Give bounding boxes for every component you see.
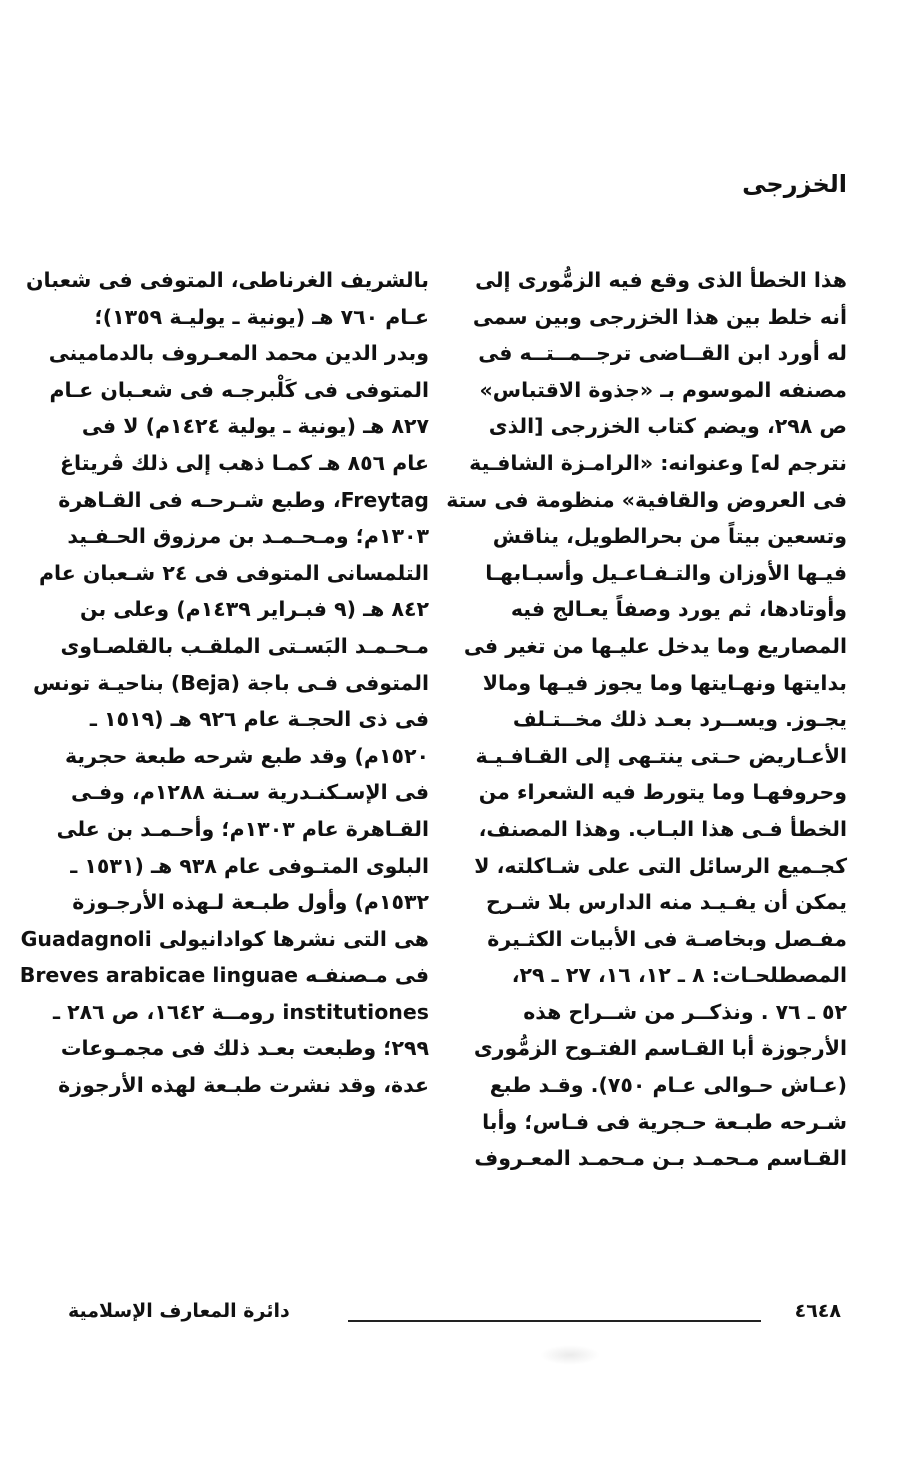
text-line: فى ذى الحجـة عام ٩٢٦ هـ (١٥١٩ ـ	[89, 707, 429, 732]
text-line: نترجم له] وعنوانه: «الرامـزة الشافـية	[469, 450, 847, 475]
text-line: يجـوز. ويســرد بعـد ذلك مخــتـلف	[512, 707, 847, 732]
text-line: بالشريف الغرناطى، المتوفى فى شعبان	[26, 268, 429, 292]
text-line: فى العروض والقافية» منظومة فى ستة	[446, 487, 847, 512]
text-line: القـاسم مـحمـد بـن مـحمـد المعـروف	[474, 1146, 847, 1171]
text-line: ٢٩٩؛ وطبعت بعـد ذلك فى مجمـوعات	[60, 1036, 429, 1061]
text-line: فيـها الأوزان والتـفـاعـيل وأسبـابهـا	[485, 560, 847, 585]
text-line: عام ٨٥٦ هـ كمـا ذهب إلى ذلك ڤريتاغ	[60, 450, 429, 475]
text-line: هذا الخطأ الذى وقع فيه الزمُّورى إلى	[475, 268, 847, 292]
text-line: ٥٢ ـ ٧٦ . ونذكــر من شــراح هذه	[523, 999, 847, 1024]
text-line: التلمسانى المتوفى فى ٢٤ شـعبان عام	[39, 560, 429, 585]
text-line: بدايتها ونهـايتها وما يجوز فيـها ومالا	[482, 670, 847, 695]
text-line: شـرحه طبـعة حـجرية فى فـاس؛ وأبا	[482, 1109, 847, 1134]
text-line: الأعـاريض حـتى ينتـهى إلى القـافـيـة	[475, 743, 847, 768]
text-line: عدة، وقد نشرت طبـعة لهذه الأرجوزة	[58, 1073, 429, 1098]
text-line: مفـصل وبخاصـة فى الأبيات الكثـيرة	[487, 926, 847, 951]
text-line: ١٥٣٢م) وأول طبـعة لـهذه الأرجـوزة	[72, 890, 429, 915]
text-line: المتوفى فى كَلْبرجـه فى شعـبان عـام	[49, 377, 429, 402]
text-line: له أورد ابن القــاضى ترجــمــتــه فى	[478, 341, 847, 366]
text-line: يمكن أن يفـيـد منه الدارس بلا شـرح	[486, 890, 847, 915]
text-line: ص ٢٩٨، ويضم كتاب الخزرجى [الذى	[488, 414, 847, 439]
text-line: المصاريع وما يدخل عليـها من تغير فى	[463, 633, 847, 658]
scan-smudge	[540, 1345, 600, 1365]
text-line: المتوفى فـى باجة (Beja) بناحيـة تونس	[32, 670, 429, 695]
page-footer	[68, 1300, 841, 1330]
running-head: الخزرجى	[742, 170, 847, 198]
text-line: القـاهرة عام ١٣٠٣م؛ وأحـمـد بن على	[56, 816, 429, 841]
text-line: الخطأ فـى هذا البـاب. وهذا المصنف،	[478, 816, 847, 841]
text-line: أنه خلط بين هذا الخزرجى وبين سمى	[472, 304, 847, 329]
text-line: المصطلحـات: ٨ ـ ١٢، ١٦، ٢٧ ـ ٢٩،	[511, 963, 847, 988]
text-line: الأرجوزة أبا القـاسم الفتـوح الزمُّورى	[473, 1036, 847, 1061]
text-line: مـحـمـد البَسـتى الملقـب بالقلصـاوى	[60, 633, 429, 658]
text-line: ١٣٠٣م؛ ومـحـمـد بن مرزوق الحـفـيد	[67, 524, 429, 549]
text-line: مصنفه الموسوم بـ «جذوة الاقتباس»	[479, 377, 847, 402]
text-line: وحروفهـا وما يتورط فيه الشعراء من	[478, 780, 847, 805]
text-line: ٨٢٧ هـ (يونية ـ يولية ١٤٢٤م) لا فى	[81, 414, 429, 439]
text-line: عـام ٧٦٠ هـ (يونية ـ يوليـة ١٣٥٩)؛	[94, 304, 429, 329]
text-line: فى الإسـكنـدرية سـنة ١٢٨٨م، وفـى	[70, 780, 429, 805]
text-column-left	[19, 262, 429, 1104]
text-line: كجـميع الرسائل التى على شـاكلته، لا	[474, 853, 847, 878]
text-line: ٨٤٢ هـ (٩ فبـراير ١٤٣٩م) وعلى بن	[80, 597, 429, 622]
text-line: وأوتادها، ثم يورد وصفاً يعـالج فيه	[510, 597, 847, 622]
page-number: ٤٦٤٨	[794, 1300, 841, 1322]
text-line: البلوى المتـوفى عام ٩٣٨ هـ (١٥٣١ ـ	[70, 853, 429, 878]
encyclopedia-title: دائرة المعارف الإسلامية	[68, 1300, 290, 1322]
text-line: هى التى نشرها كوادانيولى Guadagnoli	[20, 926, 429, 951]
footer-rule	[348, 1320, 761, 1322]
text-line: (عـاش حـوالى عـام ٧٥٠). وقـد طبع	[489, 1073, 847, 1098]
text-line: وتسعين بيتاً من بحرالطويل، يناقش	[492, 524, 847, 549]
text-line: ١٥٢٠م) وقد طبع شرحه طبعة حجرية	[64, 743, 429, 768]
text-line: Freytag، وطبع شـرحـه فى القـاهرة	[58, 487, 429, 512]
text-column-right	[446, 262, 847, 1177]
text-line: فى مـصنفـه Breves arabicae linguae	[19, 963, 429, 988]
text-line: institutiones رومــة ١٦٤٢، ص ٢٨٦ ـ	[52, 999, 429, 1024]
text-line: وبدر الدين محمد المعـروف بالدمامينى	[48, 341, 429, 366]
